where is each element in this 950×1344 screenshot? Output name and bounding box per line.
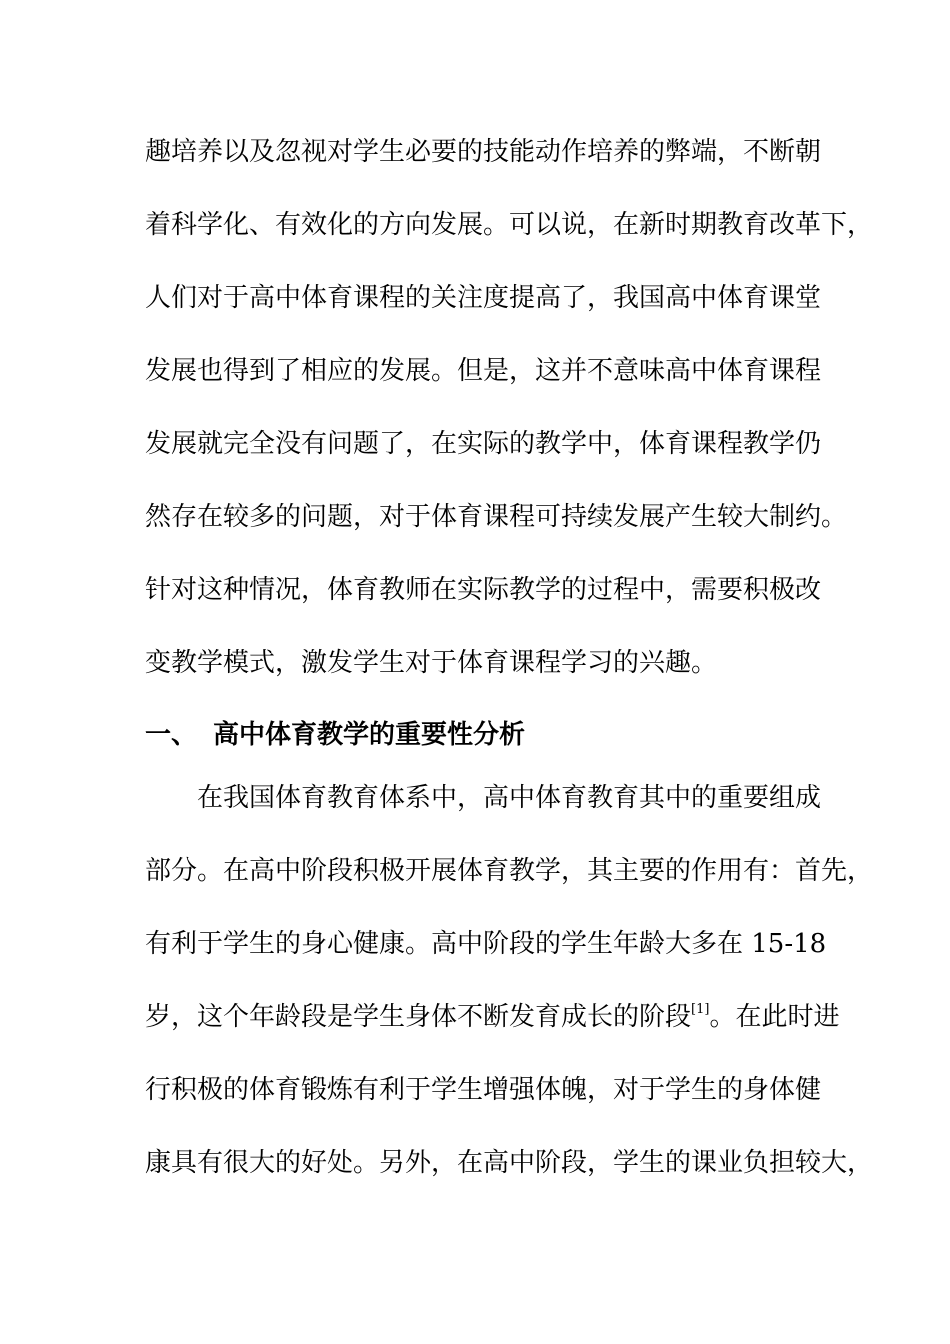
body-text-line: 着科学化、有效化的方向发展。可以说，在新时期教育改革下， bbox=[145, 210, 874, 240]
text-fragment: 。在此时进 bbox=[709, 1002, 840, 1032]
text-fragment: 岁，这个年龄段是学生身体不断发育成长的阶段 bbox=[145, 1002, 692, 1032]
body-text-line: 在我国体育教育体系中，高中体育教育其中的重要组成 bbox=[197, 783, 822, 813]
body-text-line: 部分。在高中阶段积极开展体育教学，其主要的作用有：首先， bbox=[145, 856, 874, 886]
body-text-line: 有利于学生的身心健康。高中阶段的学生年龄大多在 15-18 bbox=[145, 929, 827, 959]
body-text-line: 人们对于高中体育课程的关注度提高了，我国高中体育课堂 bbox=[145, 283, 822, 313]
section-heading bbox=[145, 718, 525, 752]
body-text-line: 针对这种情况，体育教师在实际教学的过程中，需要积极改 bbox=[145, 575, 822, 605]
body-text-line: 变教学模式，激发学生对于体育课程学习的兴趣。 bbox=[145, 648, 718, 678]
section-title: 高中体育教学的重要性分析 bbox=[213, 720, 526, 750]
body-text-line: 趣培养以及忽视对学生必要的技能动作培养的弊端，不断朝 bbox=[145, 137, 822, 167]
body-text-line: 发展也得到了相应的发展。但是，这并不意味高中体育课程 bbox=[145, 356, 822, 386]
body-text-line: 康具有很大的好处。另外，在高中阶段，学生的课业负担较大， bbox=[145, 1148, 874, 1178]
body-text-line bbox=[145, 1000, 839, 1034]
body-text-line: 行积极的体育锻炼有利于学生增强体魄，对于学生的身体健 bbox=[145, 1075, 822, 1105]
section-number: 一、 bbox=[145, 720, 198, 750]
body-text-line: 发展就完全没有问题了，在实际的教学中，体育课程教学仍 bbox=[145, 429, 822, 459]
citation-marker: [1] bbox=[691, 1002, 710, 1017]
body-text-line: 然存在较多的问题，对于体育课程可持续发展产生较大制约。 bbox=[145, 502, 848, 532]
